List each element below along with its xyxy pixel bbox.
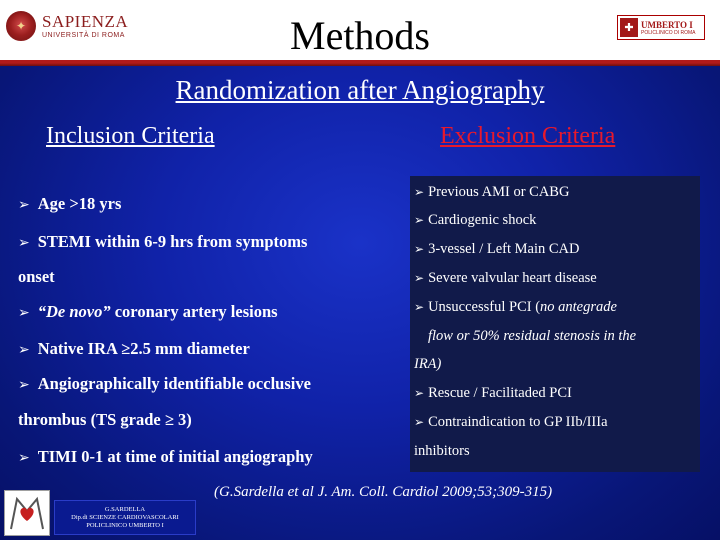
exclusion-heading: Exclusion Criteria [440,123,616,149]
list-item: ➢ Contraindication to GP IIb/IIIa [414,414,608,430]
umberto-sub: POLICLINICO DI ROMA [641,29,696,36]
slide-subtitle: Randomization after Angiography [175,75,545,105]
list-item: ➢ Age >18 yrs [18,194,122,213]
arrow-bullet-icon: ➢ [414,300,425,314]
arrow-bullet-icon: ➢ [18,450,30,466]
cardiology-logo-icon [4,490,50,536]
arrow-bullet-icon: ➢ [414,242,425,256]
list-item: ➢ Rescue / Facilitaded PCI [414,385,572,401]
footer-line-1: G.SARDELLA [104,505,146,513]
list-item: ➢ Previous AMI or CABG [414,184,570,200]
arrow-bullet-icon: ➢ [18,197,30,213]
arrow-bullet-icon: ➢ [18,342,30,358]
arrow-bullet-icon: ➢ [414,415,425,429]
arrow-bullet-icon: ➢ [18,377,30,393]
list-item: ➢ Angiographically identifiable occlusive [18,374,311,393]
footer-line-2: Dip.di SCIENZE CARDIOVASCOLARI [71,513,179,521]
list-item: thrombus (TS grade ≥ 3) [18,410,192,429]
list-item: ➢ “De novo” coronary artery lesions [18,302,278,321]
sapienza-sub: UNIVERSITÀ DI ROMA [42,31,125,39]
slide-title: Methods [290,13,430,58]
arrow-bullet-icon: ➢ [414,185,425,199]
header-divider [0,60,720,66]
list-item: ➢ TIMI 0-1 at time of initial angiography [18,447,313,466]
footer-credit [54,500,196,535]
list-item: inhibitors [414,443,470,459]
list-item: onset [18,267,55,286]
arrow-bullet-icon: ➢ [414,213,425,227]
sapienza-name: SAPIENZA [42,11,129,31]
list-item: ➢ Unsuccessful PCI (no antegrade [414,299,617,315]
arrow-bullet-icon: ➢ [18,305,30,321]
arrow-bullet-icon: ➢ [414,271,425,285]
umberto-name: UMBERTO I [641,19,693,30]
list-item: IRA) [414,356,442,372]
hospital-logo-icon: ✚ [620,18,638,37]
citation: (G.Sardella et al J. Am. Coll. Cardiol 2009;53;309-315) [214,484,553,500]
list-item: ➢ 3-vessel / Left Main CAD [414,241,580,257]
list-item: ➢ Cardiogenic shock [414,212,537,228]
arrow-bullet-icon: ➢ [18,235,30,251]
list-item: ➢ STEMI within 6-9 hrs from symptoms [18,232,308,251]
list-item: ➢ Native IRA ≥2.5 mm diameter [18,339,250,358]
list-item: ➢ Severe valvular heart disease [414,270,597,286]
list-item: flow or 50% residual stenosis in the [428,328,637,344]
university-seal-icon: ✦ [6,11,36,41]
arrow-bullet-icon: ➢ [414,386,425,400]
footer-line-3: POLICLINICO UMBERTO I [86,521,164,529]
inclusion-heading: Inclusion Criteria [46,123,215,149]
